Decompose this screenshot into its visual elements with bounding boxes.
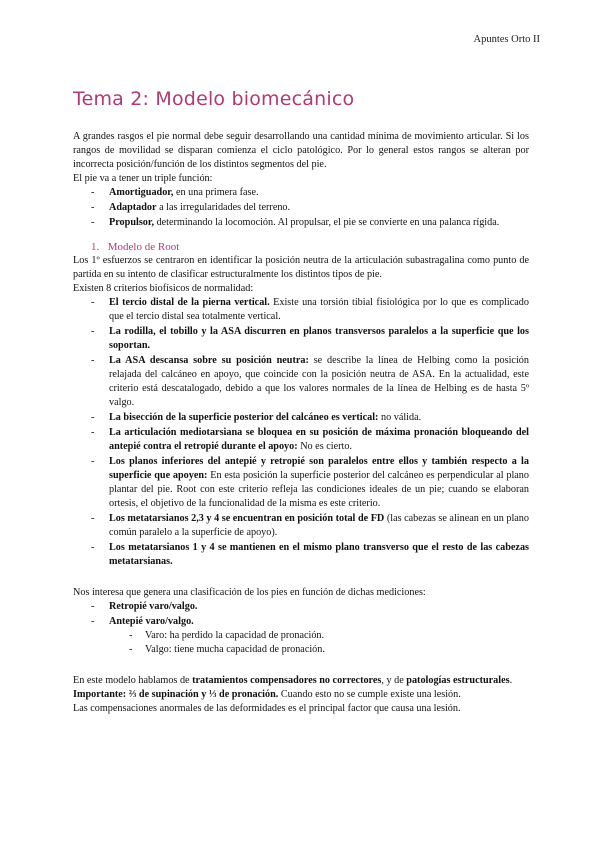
list-item: - La ASA descansa sobre su posición neutra: se describe la línea de Helbing como la posición relajada del calcáneo en apoyo, que coincide con la posición neutra de ASA. En la actualidad, este criterio está descatalogado, debido a que los valores normales de la línea de Helbing es de hasta 5º valgo.: [73, 354, 529, 410]
criteria-list: [73, 296, 529, 569]
sub-list-item: - Varo: ha perdido la capacidad de pronación.: [73, 629, 529, 643]
list-item: - Los metatarsianos 2,3 y 4 se encuentran en posición total de FD (las cabezas se alinean en un plano común paralelo a la superficie de apoyo).: [73, 512, 529, 540]
root-paragraph-2: Existen 8 criterios biofísicos de normalidad:: [73, 283, 254, 294]
classification-intro: Nos interesa que genera una clasificación de los pies en función de dichas mediciones:: [73, 587, 426, 598]
list-item: - Retropié varo/valgo.: [73, 600, 529, 614]
final-paragraph-2: Importante: ⅔ de supinación y ⅓ de pronación. Cuando esto no se cumple existe una lesión.: [73, 689, 461, 700]
list-item: - Adaptador a las irregularidades del terreno.: [73, 201, 529, 215]
list-item: - El tercio distal de la pierna vertical. Existe una torsión tibial fisiológica por lo que es complicado que el tercio distal sea totalmente vertical.: [73, 296, 529, 324]
classification-list: [73, 600, 529, 657]
list-item: - La bisección de la superficie posterior del calcáneo es vertical: no válida.: [73, 411, 529, 425]
sub-list-item: - Valgo: tiene mucha capacidad de pronación.: [73, 643, 529, 657]
list-item: - La rodilla, el tobillo y la ASA discurren en planos transversos paralelos a la superficie que los soportan.: [73, 325, 529, 353]
list-item: - Los metatarsianos 1 y 4 se mantienen en el mismo plano transverso que el resto de las cabezas metatarsianas.: [73, 541, 529, 569]
sub-list: [73, 629, 529, 657]
final-paragraph-3: Las compensaciones anormales de las deformidades es el principal factor que causa una lesión.: [73, 703, 461, 714]
list-item: - Amortiguador, en una primera fase.: [73, 186, 529, 200]
document-body: [73, 130, 529, 716]
triple-function-list: [73, 186, 529, 230]
root-paragraph-1: Los 1º esfuerzos se centraron en identificar la posición neutra de la articulación subastragalina como punto de partida en su intento de clasificar estructuralmente los distintos tipos de pie.: [73, 255, 529, 280]
section-heading-root: 1. Modelo de Root: [91, 241, 180, 253]
list-item: - Propulsor, determinando la locomoción. Al propulsar, el pie se convierte en una palanca rígida.: [73, 216, 529, 230]
triple-intro: El pie va a tener un triple función:: [73, 173, 213, 184]
final-paragraph-1: En este modelo hablamos de tratamientos compensadores no correctores, y de patologías estructurales.: [73, 675, 513, 686]
page-header: Apuntes Orto II: [473, 34, 540, 45]
intro-paragraph: A grandes rasgos el pie normal debe seguir desarrollando una cantidad mínima de movimiento articular. Si los rangos de movilidad se disparan comienza el ciclo patológico. Por lo general estos rangos se alteran por incorrecta posición/función de los distintos segmentos del pie.: [73, 131, 529, 170]
page-title: Tema 2: Modelo biomecánico: [73, 88, 355, 110]
list-item: - La articulación mediotarsiana se bloquea en su posición de máxima pronación bloqueando del antepié contra el retropié durante el apoyo: No es cierto.: [73, 426, 529, 454]
list-item: - Antepié varo/valgo. - Varo: ha perdido la capacidad de pronación. - Valgo: tiene mucha capacidad de pronación.: [73, 615, 529, 657]
list-item: - Los planos inferiores del antepié y retropié son paralelos entre ellos y también respecto a la superficie que apoyen: En esta posición la superficie posterior del calcáneo es perpendicular al plano plantar del pie. Root con este criterio refleja las condiciones ideales de un pie; cuando se elaboran ortesis, el objetivo de la funcionalidad de la misma es este criterio.: [73, 455, 529, 511]
